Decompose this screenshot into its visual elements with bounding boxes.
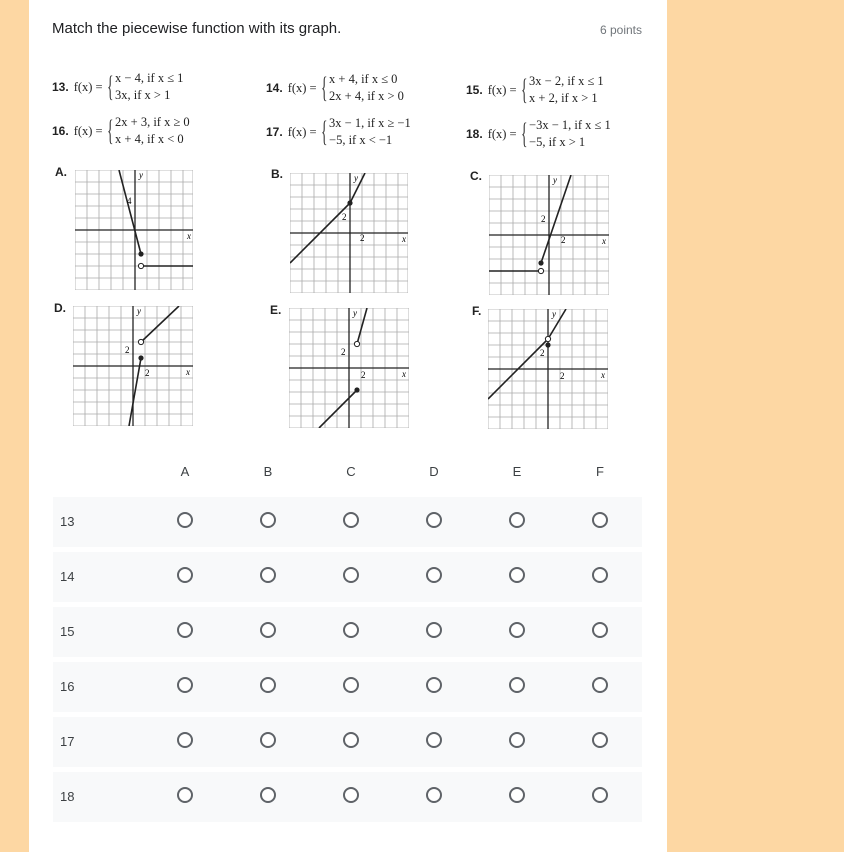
column-header-a: A [180,464,190,479]
function-number: 17. [266,125,283,139]
radio-14-e[interactable] [509,567,525,583]
function-lhs: f(x) = [487,82,517,97]
function-number: 18. [466,127,483,141]
tick-label: 2 [540,348,545,358]
radio-14-b[interactable] [260,567,276,583]
tick-label: 2 [341,347,346,357]
grid-row-16 [53,662,642,712]
case-2: −5, if x > 1 [529,135,586,149]
graph-c [489,175,609,295]
y-axis-label: y [139,170,143,180]
radio-17-a[interactable] [177,732,193,748]
brace-icon: { [520,117,528,150]
graph-line [541,175,571,263]
function-lhs: f(x) = [487,126,517,141]
radio-16-f[interactable] [592,677,608,693]
graph-b [290,173,408,293]
radio-14-a[interactable] [177,567,193,583]
radio-15-e[interactable] [509,622,525,638]
case-1: −3x − 1, if x ≤ 1 [529,118,611,132]
open-point [538,268,543,273]
function-number: 15. [466,83,483,97]
radio-16-b[interactable] [260,677,276,693]
graph-d [73,306,193,426]
question-card [29,0,667,852]
function-lhs: f(x) = [73,79,103,94]
tick-label: 2 [560,371,565,381]
tick-label: 2 [541,214,546,224]
tick-label: 2 [342,212,347,222]
open-point [138,263,143,268]
function-number: 13. [52,80,69,94]
row-label: 14 [60,569,75,584]
tick-label: 2 [361,370,366,380]
column-header-d: D [429,464,439,479]
grid-row-15 [53,607,642,657]
open-point [545,336,550,341]
closed-point [347,200,352,205]
x-axis-label: x [402,234,406,244]
graph-label-c: C. [470,169,482,183]
brace-icon: { [520,73,528,106]
column-header-e: E [512,464,522,479]
grid-row-17 [53,717,642,767]
radio-13-e[interactable] [509,512,525,528]
tick-label: 2 [360,233,365,243]
radio-13-a[interactable] [177,512,193,528]
x-axis-label: x [187,231,191,241]
radio-17-f[interactable] [592,732,608,748]
y-axis-label: y [553,175,557,185]
graph-line [141,306,179,342]
row-label: 17 [60,734,75,749]
x-axis-label: x [602,236,606,246]
radio-15-c[interactable] [343,622,359,638]
column-header-c: C [346,464,356,479]
closed-point [545,342,550,347]
function-16 [52,114,190,148]
tick-label: 2 [145,368,150,378]
graph-line [119,170,141,254]
function-number: 14. [266,81,283,95]
radio-14-f[interactable] [592,567,608,583]
open-point [138,339,143,344]
closed-point [138,355,143,360]
graph-line [548,309,566,339]
function-lhs: f(x) = [287,80,317,95]
graph-label-a: A. [55,165,67,179]
radio-16-e[interactable] [509,677,525,693]
radio-18-a[interactable] [177,787,193,803]
case-2: −5, if x < −1 [329,133,393,147]
x-axis-label: x [402,369,406,379]
radio-14-d[interactable] [426,567,442,583]
tick-label: 2 [125,345,130,355]
radio-18-d[interactable] [426,787,442,803]
case-2: x + 4, if x < 0 [115,132,184,146]
graph-label-f: F. [472,304,482,318]
case-2: 2x + 4, if x > 0 [329,89,404,103]
y-axis-label: y [552,309,556,319]
y-axis-label: y [353,308,357,318]
tick-label: 2 [561,235,566,245]
radio-14-c[interactable] [343,567,359,583]
brace-icon: { [320,71,328,104]
radio-15-f[interactable] [592,622,608,638]
column-header-f: F [596,464,604,479]
graph-line [129,358,141,426]
radio-15-d[interactable] [426,622,442,638]
radio-17-b[interactable] [260,732,276,748]
radio-15-a[interactable] [177,622,193,638]
tick-label: 4 [127,196,132,206]
radio-18-f[interactable] [592,787,608,803]
y-axis-label: y [137,306,141,316]
row-label: 16 [60,679,75,694]
case-1: 3x − 2, if x ≤ 1 [529,74,604,88]
closed-point [138,251,143,256]
function-17 [266,115,411,149]
case-1: 3x − 1, if x ≥ −1 [329,116,411,130]
function-15 [466,73,604,107]
brace-icon: { [320,115,328,148]
radio-16-a[interactable] [177,677,193,693]
grid-row-14 [53,552,642,602]
row-label: 15 [60,624,75,639]
brace-icon: { [106,70,114,103]
graph-f [488,309,608,429]
graph-a [75,170,193,290]
radio-16-c[interactable] [343,677,359,693]
radio-13-b[interactable] [260,512,276,528]
function-13 [52,70,183,104]
case-1: 2x + 3, if x ≥ 0 [115,115,190,129]
points-label: 6 points [599,23,642,37]
radio-17-e[interactable] [509,732,525,748]
case-2: x + 2, if x > 1 [529,91,598,105]
question-title: Match the piecewise function with its graph. [52,20,342,37]
case-1: x + 4, if x ≤ 0 [329,72,398,86]
open-point [354,341,359,346]
function-lhs: f(x) = [73,123,103,138]
radio-13-f[interactable] [592,512,608,528]
row-label: 18 [60,789,75,804]
x-axis-label: x [601,370,605,380]
brace-icon: { [106,114,114,147]
graph-label-b: B. [271,167,283,181]
graph-e [289,308,409,428]
radio-17-c[interactable] [343,732,359,748]
case-1: x − 4, if x ≤ 1 [115,71,184,85]
function-18 [466,117,611,151]
row-label: 13 [60,514,75,529]
function-14 [266,71,404,105]
case-2: 3x, if x > 1 [115,88,171,102]
radio-15-b[interactable] [260,622,276,638]
graph-line [357,308,367,344]
closed-point [538,260,543,265]
radio-16-d[interactable] [426,677,442,693]
radio-17-d[interactable] [426,732,442,748]
radio-18-c[interactable] [343,787,359,803]
closed-point [354,387,359,392]
x-axis-label: x [186,367,190,377]
y-axis-label: y [354,173,358,183]
radio-18-e[interactable] [509,787,525,803]
radio-18-b[interactable] [260,787,276,803]
grid-row-18 [53,772,642,822]
column-header-b: B [263,464,273,479]
grid-row-13 [53,497,642,547]
graph-label-d: D. [54,301,66,315]
radio-13-c[interactable] [343,512,359,528]
function-number: 16. [52,124,69,138]
graph-label-e: E. [270,303,282,317]
function-lhs: f(x) = [287,124,317,139]
radio-13-d[interactable] [426,512,442,528]
